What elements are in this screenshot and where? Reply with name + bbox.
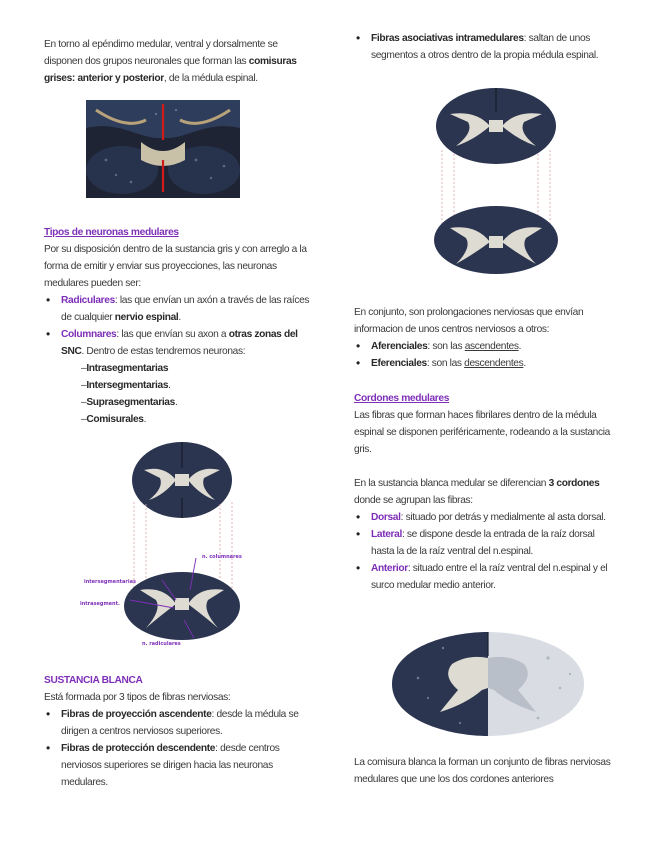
tipos-heading: Tipos de neuronas medulares	[44, 227, 179, 238]
comisura-text: La comisura blanca la forman un conjunto de fibras nerviosas medulares que une los dos cordones anteriores	[354, 757, 611, 785]
intro-paragraph: En torno al epéndimo medular, ventral y dorsalmente se disponen dos grupos neuronales que forman las comisuras grises: anterior y posterior, de la médula espinal.	[44, 39, 297, 84]
label-radiculares: n. radiculares	[142, 641, 181, 647]
sustancia-intro: Está formada por 3 tipos de fibras nerviosas:	[44, 692, 231, 703]
cordones-section	[354, 390, 616, 594]
gray-commissure-figure	[86, 100, 240, 198]
list-item-radiculares: • Radiculares: las que envían un axón a través de las raíces de cualquier nervio espinal.	[44, 292, 316, 326]
tipos-section	[44, 224, 316, 428]
list-item-anterior: • Anterior: situado entre el la raíz ventral del n.espinal y el surco medular medio anterior.	[354, 560, 616, 594]
label-intrasegment: intrasegment.	[80, 601, 120, 607]
intramedullary-fibers-figure	[416, 84, 576, 280]
label-columnares: n. columnares	[202, 554, 242, 560]
cordones-p2: En la sustancia blanca medular se diferencian 3 cordones donde se agrupan las fibras:	[354, 478, 600, 506]
list-item: – Intrasegmentarias	[81, 360, 316, 377]
list-item-columnares: • Columnares: las que envían su axon a otras zonas del SNC. Dentro de estas tendremos neuronas: – Intrasegmentarias – Intersegmentarias. – Suprasegmentarias. – Comisurales.	[44, 326, 316, 428]
sustancia-heading: SUSTANCIA BLANCA	[44, 675, 143, 686]
list-item: – Suprasegmentarias.	[81, 394, 316, 411]
white-matter-cords-figure	[388, 628, 588, 740]
upper-cord-section	[132, 442, 232, 518]
cordones-list	[354, 509, 616, 594]
list-item: • Fibras de protección descendente: desde centros nerviosos superiores se dirigen hacia las neuronas medulares.	[44, 740, 316, 791]
list-item: – Comisurales.	[81, 411, 316, 428]
lower-cord-section	[124, 572, 240, 640]
list-item-aferenciales: • Aferenciales: son las ascendentes.	[354, 338, 616, 355]
list-item-eferenciales: • Eferenciales: son las descendentes.	[354, 355, 616, 372]
label-intersegmentarias: intersegmentarias	[84, 579, 136, 585]
sustancia-blanca-section	[44, 672, 316, 791]
fiber-type-list	[44, 706, 316, 791]
list-item: • Fibras asociativas intramedulares: saltan de unos segmentos a otros dentro de la propia médula espinal.	[354, 30, 616, 64]
conjunto-block	[354, 304, 616, 372]
cordones-heading: Cordones medulares	[354, 393, 450, 404]
list-item-lateral: • Lateral: se dispone desde la entrada de la raíz dorsal hasta la de la raíz ventral del n.espinal.	[354, 526, 616, 560]
list-item: • Fibras de proyección ascendente: desde la médula se dirigen a centros nerviosos superiores.	[44, 706, 316, 740]
upper-cord-section	[436, 88, 556, 164]
list-item-dorsal: • Dorsal: situado por detrás y medialmente al asta dorsal.	[354, 509, 616, 526]
lower-cord-section	[434, 206, 558, 274]
columnar-subtypes	[61, 360, 316, 428]
neuron-types-figure	[64, 440, 274, 650]
list-item: – Intersegmentarias.	[81, 377, 316, 394]
asociativas-block	[354, 30, 616, 64]
neuron-type-list	[44, 292, 316, 428]
cordones-p1: Las fibras que forman haces fibrilares dentro de la médula espinal se disponen periféricamente, rodeando a la sustancia gris.	[354, 410, 610, 455]
conjunto-text: En conjunto, son prolongaciones nerviosas que envían informacion de unos centros nerviosos a otros:	[354, 307, 584, 335]
tipos-intro: Por su disposición dentro de la sustancia gris y con arreglo a la forma de emitir y enviar sus proyecciones, las neuronas medulares pueden ser:	[44, 244, 307, 289]
